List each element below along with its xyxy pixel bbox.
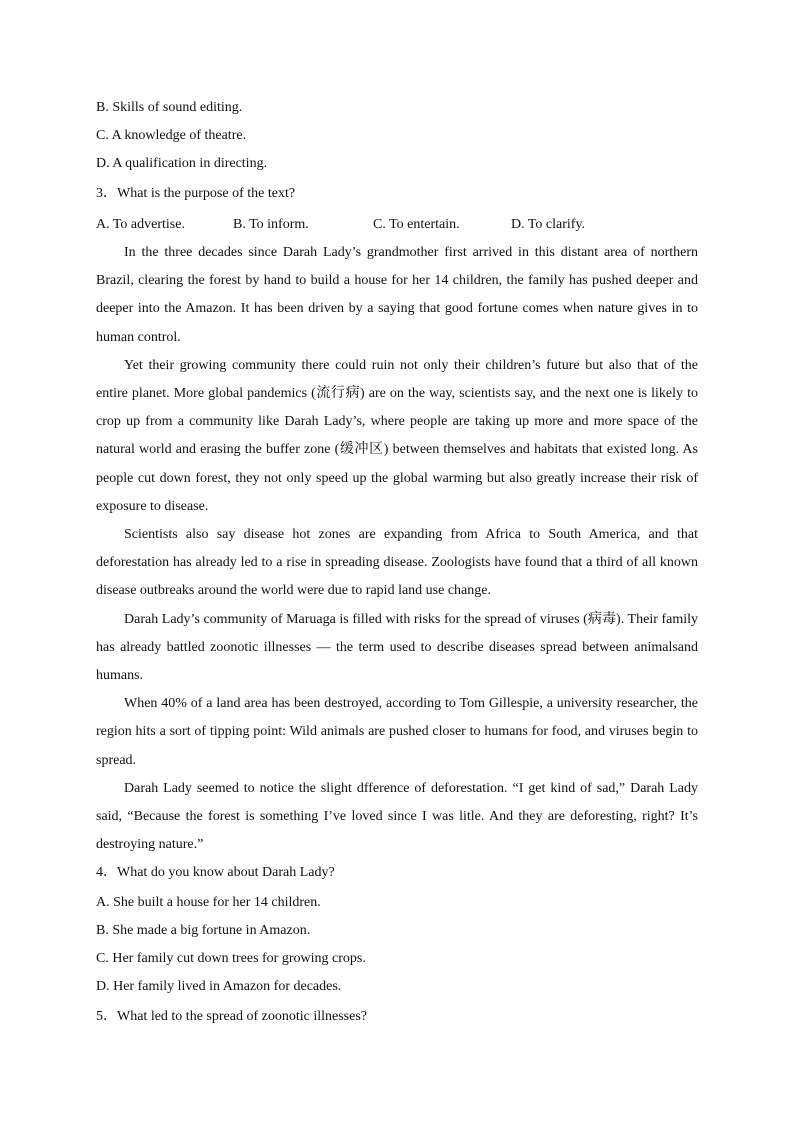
question-5-stem: 5．What led to the spread of zoonotic illnesses?	[96, 1009, 367, 1025]
page-content	[96, 94, 698, 1031]
option-c-prev: C. A knowledge of theatre.	[96, 128, 247, 143]
passage-paragraph-4: Darah Lady’s community of Maruaga is filled with risks for the spread of viruses (病毒). Their family has already battled zoonotic illnesses — the term used to describe diseases spread between animalsand humans.	[96, 611, 698, 684]
q3-option-c: C. To entertain.	[373, 217, 460, 232]
q4-option-c: C. Her family cut down trees for growing crops.	[96, 951, 366, 967]
option-b-prev: B. Skills of sound editing.	[96, 100, 243, 115]
passage-paragraph-6: Darah Lady seemed to notice the slight dfference of deforestation. “I get kind of sad,” Darah Lady said, “Because the forest is something I’ve loved since I was litle. And they are deforesting, right? It’s destroying nature.”	[96, 780, 698, 853]
q4-option-d: D. Her family lived in Amazon for decades.	[96, 979, 342, 995]
passage-paragraph-5: When 40% of a land area has been destroyed, according to Tom Gillespie, a university researcher, the region hits a sort of tipping point: Wild animals are pushed closer to humans for food, and viruses begin to spread.	[96, 696, 698, 768]
question-3-options	[96, 211, 698, 239]
question-3-stem: 3．What is the purpose of the text?	[96, 186, 296, 201]
passage-paragraph-3: Scientists also say disease hot zones are expanding from Africa to South America, and that deforestation has already led to a rise in spreading disease. Zoologists have found that a third of all known disease outbreaks around the world were due to rapid land use change.	[96, 527, 698, 599]
q3-option-b: B. To inform.	[233, 217, 309, 232]
option-d-prev: D. A qualification in directing.	[96, 156, 268, 171]
passage-paragraph-2: Yet their growing community there could ruin not only their children’s future but also that of the entire planet. More global pandemics (流行病) are on the way, scientists say, and the next one is likely to crop up from a community like Darah Lady’s, where people are taking up more and more space of the natural world and erasing the buffer zone (缓冲区) between themselves and habitats that existed long. As people cut down forest, they not only speed up the global warming but also greatly increase their risk of exposure to disease.	[96, 357, 698, 514]
passage-paragraph-1: In the three decades since Darah Lady’s grandmother first arrived in this distant area of northern Brazil, clearing the forest by hand to build a house for her 14 children, the family has pushed deeper and deeper into the Amazon. It has been driven by a saying that good fortune comes when nature gives in to human control.	[96, 245, 698, 345]
question-4-stem: 4．What do you know about Darah Lady?	[96, 865, 335, 881]
q4-option-b: B. She made a big fortune in Amazon.	[96, 923, 311, 939]
q4-option-a: A. She built a house for her 14 children.	[96, 895, 321, 911]
q3-option-a: A. To advertise.	[96, 217, 185, 232]
q3-option-d: D. To clarify.	[511, 217, 586, 232]
